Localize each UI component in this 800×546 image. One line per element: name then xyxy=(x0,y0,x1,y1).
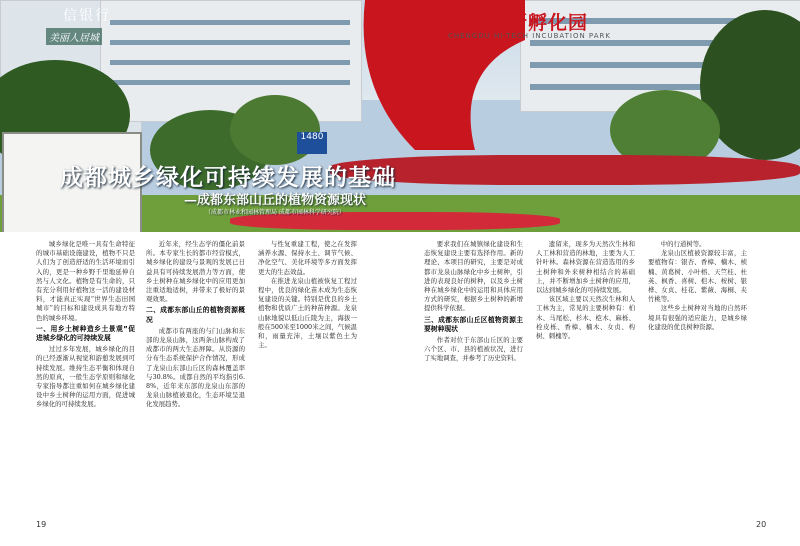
paragraph: 近年来，经生态学的僵化前景所。本专家生长的都市经营模式，城乡绿化的建设与景观的发展已日益具有可持续发展潜力等方面，使乡土树种在城乡绿化中的应用更加注重适地适树，并带来了极好的景观效果。 xyxy=(146,240,245,304)
page-number-left: 19 xyxy=(36,520,47,529)
section-heading: 一、用乡土树种造乡土景观”促进城乡绿化的可持续发展 xyxy=(36,324,135,343)
text-column-6 xyxy=(648,240,747,332)
section-heading: 三、成都东部山丘区植物资源主要树种现状 xyxy=(424,315,523,333)
column-label: 美丽人居城 xyxy=(46,28,102,45)
paragraph: 龙泉山区植被资源较丰富，主要植物有：银杏、香樟、楠木、桢楠、黄葛树、小叶榕、天竺桂、杜英、枫香、喜树、桤木、桉树、银桦、女贞、桂花、紫薇、海桐、夹竹桃等。 xyxy=(648,249,747,304)
paragraph: 在推进龙泉山植被恢复工程过程中，优良的绿化苗木成为生态恢复建设的关键。特别是优良的乡土植物和优质广土的种苗种源。龙泉山脉地貌以低山丘陵为主，海拔一般在500米至1000米之间，气候温和，雨量充沛，土壤以紫色土为主。 xyxy=(258,276,357,350)
article-subtitle: —成都东部山丘的植物资源现状 xyxy=(184,193,367,208)
page-number-right: 20 xyxy=(756,520,767,529)
bus-stop-sign: 1480 xyxy=(297,132,327,154)
article-title: 成都城乡绿化可持续发展的基础 xyxy=(60,164,396,191)
paragraph: 中的行道树等。 xyxy=(660,240,706,248)
paragraph: 该区域主要以天然次生林和人工林为主，常见的主要树种有：柏木、马尾松、杉木、桤木、麻栎、栓皮栎、香樟、楠木、女贞、构树、刺槐等。 xyxy=(536,295,635,341)
paragraph: 作者对位于东部山丘区的主要六个区、市、县的植被状况，进行了实地调查，并参考了历史资料。 xyxy=(424,336,523,363)
section-heading: 二、成都东部山丘的植物资源概况 xyxy=(146,306,245,324)
park-sign-en: CHENGDU HI-TECH INCUBATION PARK xyxy=(448,32,611,40)
text-column-3 xyxy=(258,240,357,350)
paragraph: 遗留来，现多为天然次生林和人工林和营造的林地，主要为人工针叶林。森林资源在营造选用的乡土树种和外来树种相结合的基础上，并不断增加乡土树种的应用，以达到城乡绿化的可持续发展。 xyxy=(536,240,635,295)
paragraph: 成都市有两座的与门山脉和东部的龙泉山脉，这两条山脉构成了成都市的两大生态屏障。从资源的分布生态系统保护合作情况，形成了龙泉山东部山丘区的森林覆盖率与30.8%。成都自然的平均指引6.8%，近年来东部的龙泉山东部的龙泉山脉植被退化，生态环境呈退化发展趋势。 xyxy=(146,326,245,409)
paragraph: 城乡绿化是唯一具有生命特征的城市基础设施建设，植物不只是人们为了创造舒适的生活环境而引入的，更是一种乡野千里地延伸自然与人文化。植物是有生命的，只有充分利用好植物这一活的建设材料，才能真正实现“世界生态田园城市”的目标和建设成具有地方特色的城乡环境。 xyxy=(36,240,135,322)
park-sign: 成都高新孵化园 xyxy=(448,12,589,34)
paragraph: 这些乡土树种对当地的自然环境具有很强的适应能力，是城乡绿化建设的优良树种资源。 xyxy=(648,304,747,331)
bank-sign: 信银行 xyxy=(63,8,111,24)
text-column-2 xyxy=(146,240,245,410)
header-photo xyxy=(0,0,800,232)
text-column-4 xyxy=(424,240,523,364)
text-column-1 xyxy=(36,240,135,410)
article-author: （成都市林业和园林管理局 成都市园林科学研究院） xyxy=(205,209,345,216)
paragraph: 过过多年发展，城乡绿化的目的已经逐渐从视觉和游憩发展到可持续发展。维持生态平衡和体现自然的原真，一般生态学原则和绿化专家指导都注重如何在城乡绿化建设中乡土树种的运用方面，促进城乡绿化的可持续发展。 xyxy=(36,345,135,409)
paragraph: 要求我们在城镇绿化建设和生态恢复建设主要有选择作用。新的理论、本项目的研究，主要是对成都市龙泉山脉绿化中乡土树种，引进的表现良好的树种，以及乡土树种在城乡绿化中的运用和具体应用方式的研究，根据乡土树种的新增提供科学依据。 xyxy=(424,240,523,313)
paragraph: 与性复重建工程，使之在发挥涵养水源、保持水土、调节气候、净化空气、美化环境等多方面发挥更大的生态效益。 xyxy=(258,240,357,276)
text-column-5 xyxy=(536,240,635,341)
